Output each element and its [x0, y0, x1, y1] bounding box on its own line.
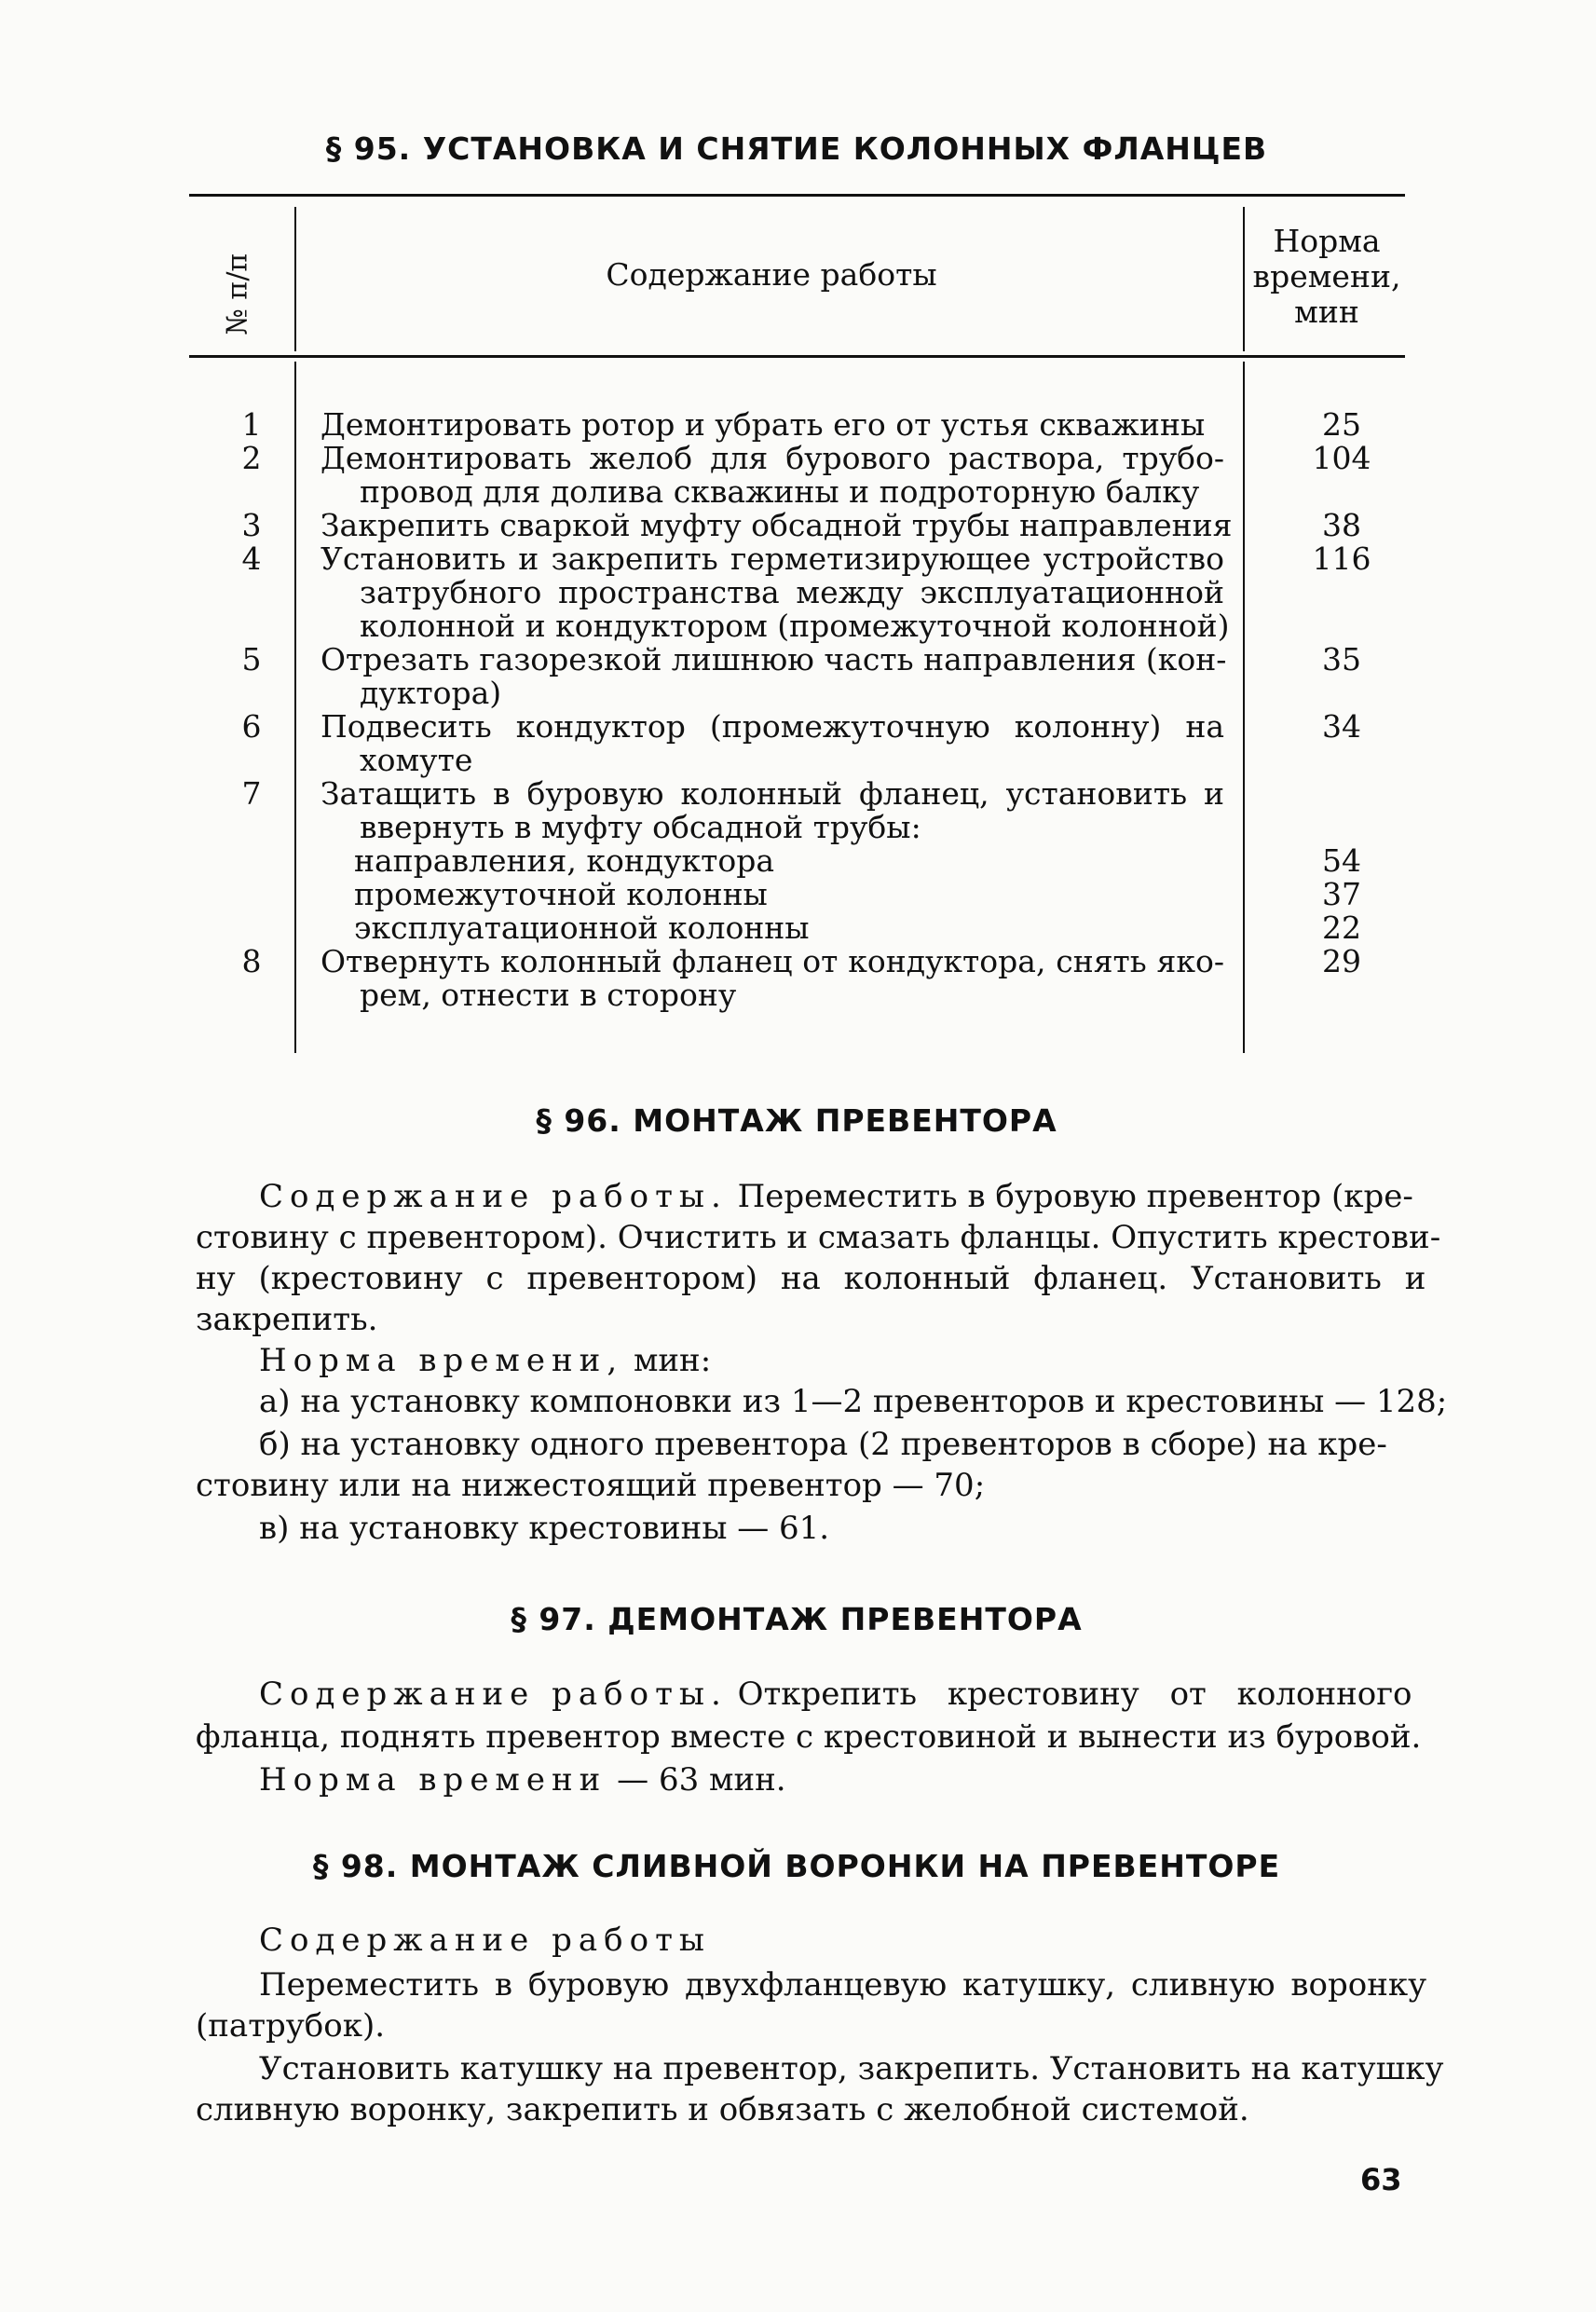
row-value: 38 — [1322, 507, 1361, 543]
row-text: дуктора) — [360, 675, 502, 711]
section-97-title: § 97. ДЕМОНТАЖ ПРЕВЕНТОРА — [511, 1601, 1083, 1637]
row-text: Демонтировать желоб для бурового раствора, трубо- — [321, 440, 1224, 476]
row-value: 22 — [1322, 910, 1361, 946]
row-text: ввернуть в муфту обсадной трубы: — [360, 809, 921, 845]
s96-content-line: стовину с превентором). Очистить и смазать фланцы. Опустить крестови- — [196, 1219, 1441, 1256]
table-divider-2-header — [1243, 207, 1245, 351]
row-number: 5 — [241, 641, 262, 677]
row-number: 2 — [241, 440, 262, 476]
header-norm: Норма времени, мин — [1252, 223, 1401, 330]
s97-content-label: Содержание работы. — [259, 1676, 728, 1713]
page-number: 63 — [1360, 2162, 1402, 2197]
s96-item-c: в) на установку крестовины — 61. — [259, 1510, 830, 1547]
row-text: колонной и кондуктором (промежуточной колонной) — [360, 608, 1230, 644]
s96-norm-line: Норма времени, мин: — [259, 1342, 712, 1379]
s98-content-label: Содержание работы — [259, 1922, 711, 1959]
row-number: 7 — [241, 775, 262, 812]
table-divider-2-body — [1243, 362, 1245, 1053]
row-subtext: промежуточной колонны — [354, 876, 768, 912]
row-value: 25 — [1322, 406, 1361, 443]
row-value: 29 — [1322, 943, 1361, 979]
header-number: № п/п — [221, 252, 254, 335]
row-text: Отвернуть колонный фланец от кондуктора, снять яко- — [321, 943, 1224, 979]
s96-content-label: Содержание работы. — [259, 1178, 728, 1215]
row-text: хомуте — [360, 742, 473, 778]
s96-item-a: а) на установку компоновки из 1—2 превенторов и крестовины — 128; — [259, 1383, 1448, 1420]
row-value: 35 — [1322, 641, 1361, 677]
s97-content-line: Содержание работы. Открепить крестовину от колонного — [259, 1676, 1412, 1713]
s96-content-line: закрепить. — [196, 1301, 378, 1338]
table-header-rule — [189, 355, 1405, 358]
table-divider-1-body — [294, 362, 296, 1053]
s97-content-line: фланца, поднять превентор вместе с крестовиной и вынести из буровой. — [196, 1718, 1422, 1756]
s97-norm-label: Норма времени — [259, 1761, 607, 1799]
row-text: Отрезать газорезкой лишнюю часть направления (кон- — [321, 641, 1227, 677]
row-text: Подвесить кондуктор (промежуточную колонну) на — [321, 708, 1224, 745]
row-number: 4 — [241, 540, 262, 577]
row-number: 8 — [241, 943, 262, 979]
row-subtext: направления, кондуктора — [354, 842, 775, 879]
s98-p1-line: Переместить в буровую двухфланцевую катушку, сливную воронку — [259, 1966, 1427, 2004]
row-value: 116 — [1312, 540, 1371, 577]
row-value: 104 — [1312, 440, 1371, 476]
s98-p2-line: Установить катушку на превентор, закрепить. Установить на катушку — [259, 2050, 1444, 2087]
s96-content-line: Содержание работы. Переместить в буровую превентор (кре- — [259, 1178, 1413, 1215]
row-text: провод для долива скважины и подроторную балку — [360, 473, 1200, 510]
row-number: 6 — [241, 708, 262, 745]
s96-item-b: б) на установку одного превентора (2 превенторов в сборе) на кре- — [259, 1426, 1387, 1463]
row-value: 34 — [1322, 708, 1361, 745]
s98-p1-line: (патрубок). — [196, 2007, 386, 2045]
row-number: 3 — [241, 507, 262, 543]
row-subtext: эксплуатационной колонны — [354, 910, 810, 946]
header-content: Содержание работы — [606, 256, 937, 293]
row-text: Установить и закрепить герметизирующее устройство — [321, 540, 1224, 577]
s96-norm-label: Норма времени, — [259, 1342, 624, 1379]
row-text: рем, отнести в сторону — [360, 977, 737, 1013]
s96-item-b-cont: стовину или на нижестоящий превентор — 70; — [196, 1467, 986, 1504]
section-96-title: § 96. МОНТАЖ ПРЕВЕНТОРА — [536, 1102, 1057, 1139]
table-divider-1-header — [294, 207, 296, 351]
section-98-title: § 98. МОНТАЖ СЛИВНОЙ ВОРОНКИ НА ПРЕВЕНТОРЕ — [312, 1848, 1281, 1884]
s96-content-line: ну (крестовину с превентором) на колонный фланец. Установить и — [196, 1260, 1426, 1297]
row-text: затрубного пространства между эксплуатационной — [360, 574, 1224, 610]
section-95-title: § 95. УСТАНОВКА И СНЯТИЕ КОЛОННЫХ ФЛАНЦЕВ — [325, 130, 1268, 167]
row-value: 54 — [1322, 842, 1361, 879]
s97-norm-line: Норма времени — 63 мин. — [259, 1761, 786, 1799]
s98-p2-line: сливную воронку, закрепить и обвязать с желобной системой. — [196, 2091, 1249, 2128]
row-text: Затащить в буровую колонный фланец, установить и — [321, 775, 1224, 812]
row-text: Закрепить сваркой муфту обсадной трубы направления — [321, 507, 1233, 543]
row-text: Демонтировать ротор и убрать его от устья скважины — [321, 406, 1206, 443]
row-value: 37 — [1322, 876, 1361, 912]
row-number: 1 — [241, 406, 262, 443]
table-top-rule — [189, 194, 1405, 197]
